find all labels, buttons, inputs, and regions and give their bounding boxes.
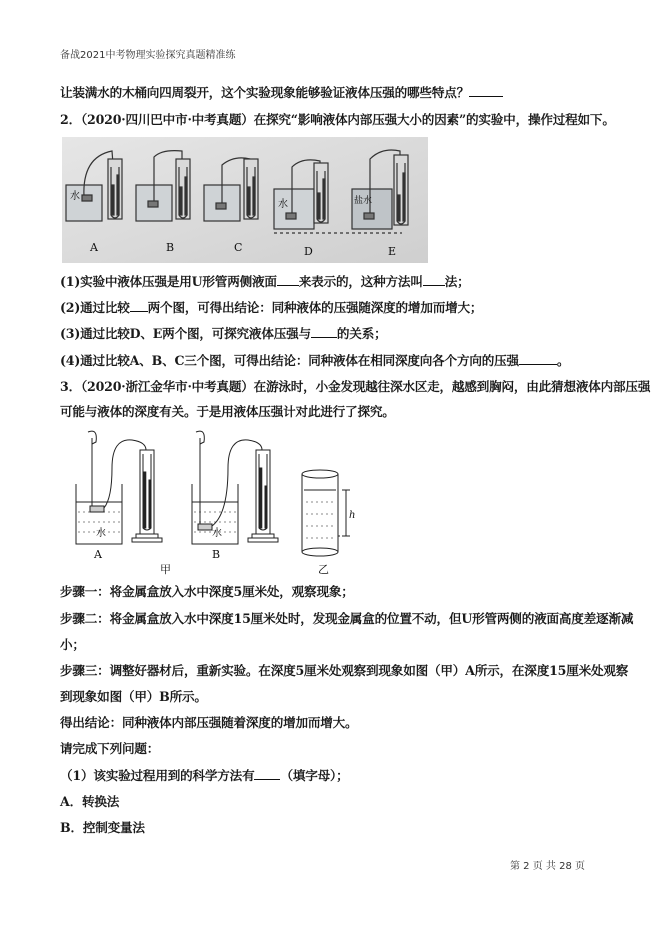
label-jia: 甲 xyxy=(160,563,171,576)
pressure-gauge-illustration xyxy=(62,428,362,576)
label-h: h xyxy=(349,510,356,521)
prompt: 请完成下列问题： xyxy=(60,741,160,756)
q2-item-4: (4)通过比较A、B、C三个图，可得出结论：同种液体在相同深度向各个方向的压强 。 xyxy=(60,353,570,368)
answer-blank[interactable] xyxy=(130,299,148,312)
label-yi: 乙 xyxy=(318,563,329,576)
label-a: A xyxy=(94,548,102,561)
answer-blank[interactable] xyxy=(423,273,445,286)
label-a: A xyxy=(90,241,98,254)
q2-item-1: (1)实验中液体压强是用U形管两侧液面 来表示的，这种方法叫 法； xyxy=(60,274,470,289)
step-3-line2: 到现象如图（甲）B所示。 xyxy=(60,689,207,704)
answer-blank[interactable] xyxy=(469,84,503,97)
label-e: E xyxy=(388,245,397,258)
manometer-b xyxy=(256,450,270,534)
q2-title: 2．（2020·四川巴中市·中考真题）在探究“影响液体内部压强大小的因素”的实验中，操作过程如下。 xyxy=(60,112,615,127)
answer-blank[interactable] xyxy=(277,273,299,286)
figure-pressure-gauge xyxy=(62,428,362,576)
step-2-line1: 步骤二：将金属盒放入水中深度15厘米处时，发现金属盒的位置不动，但U形管两侧的液面高度差逐渐减 xyxy=(60,611,634,626)
q1-tail-text: 让装满水的木桶向四周裂开，这个实验现象能够验证液体压强的哪些特点？ xyxy=(60,84,503,102)
step-2-line2: 小； xyxy=(60,637,85,652)
label-b: B xyxy=(166,241,175,254)
option-b[interactable]: B．控制变量法 xyxy=(60,820,145,835)
water-label-a: 水 xyxy=(96,528,106,539)
water-label-d: 水 xyxy=(278,199,288,210)
answer-blank[interactable] xyxy=(254,767,280,780)
q3-title-line1: 3．（2020·浙江金华市·中考真题）在游泳时，小金发现越往深水区走，越感到胸闷，由此猜想液体内部压强 xyxy=(60,379,651,394)
option-a[interactable]: A．转换法 xyxy=(60,794,120,809)
water-label: 水 xyxy=(70,191,80,202)
answer-blank[interactable] xyxy=(519,352,557,365)
q2-item-3: (3)通过比较D、E两个图，可探究液体压强与 的关系； xyxy=(60,326,387,341)
label-c: C xyxy=(234,241,243,254)
manometer-illustration xyxy=(62,137,428,263)
sub-question-1: （1）该实验过程用到的科学方法有 （填字母）； xyxy=(60,768,349,783)
page-header: 备战2021中考物理实验探究真题精准练 xyxy=(60,50,236,61)
step-1: 步骤一：将金属盒放入水中深度5厘米处，观察现象； xyxy=(60,584,354,599)
manometer-a xyxy=(140,450,154,534)
q2-item-2: (2)通过比较 两个图，可得出结论：同种液体的压强随深度的增加而增大； xyxy=(60,300,483,315)
page-footer: 第 2 页 共 28 页 xyxy=(510,861,585,872)
cylinder-yi xyxy=(302,470,338,478)
answer-blank[interactable] xyxy=(311,325,337,338)
step-3-line1: 步骤三：调整好器材后，重新实验。在深度5厘米处观察到现象如图（甲）A所示，在深度15厘米处观察 xyxy=(60,663,629,678)
label-b: B xyxy=(212,548,221,561)
water-label-b: 水 xyxy=(212,528,222,539)
label-d: D xyxy=(304,245,313,258)
conclusion: 得出结论：同种液体内部压强随着深度的增加而增大。 xyxy=(60,715,358,730)
q3-title-line2: 可能与液体的深度有关。于是用液体压强计对此进行了探究。 xyxy=(60,404,395,419)
figure-manometers-photo xyxy=(62,137,428,263)
salt-water-label: 盐水 xyxy=(354,196,373,206)
